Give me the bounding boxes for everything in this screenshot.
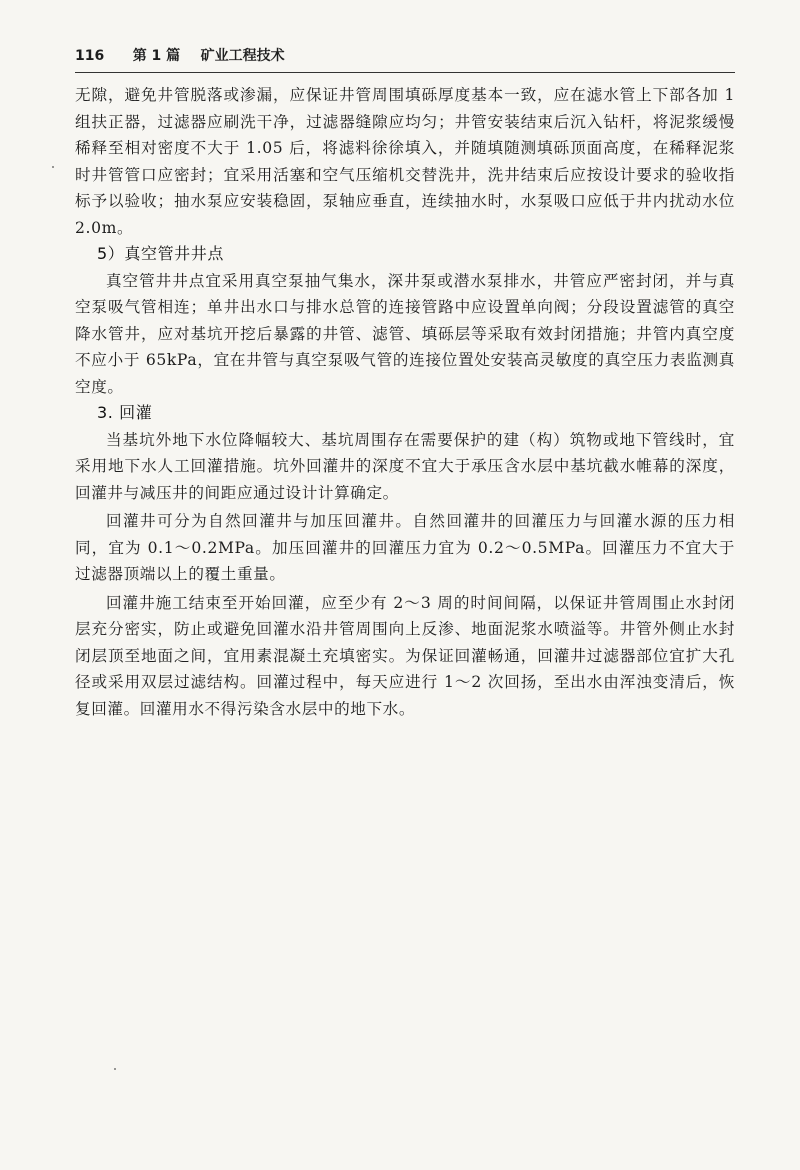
paragraph-recharge-procedure: 回灌井施工结束至开始回灌，应至少有 2～3 周的时间间隔，以保证井管周围止水封闭层充分密实，防止或避免回灌水沿井管周围向上反渗、地面泥浆水喷溢等。井管外侧止水封闭层顶至地面之间，宜用素混凝土充填密实。为保证回灌畅通，回灌井过滤器部位宜扩大孔径或采用双层过滤结构。回灌过程中，每天应进行 1～2 次回扬，至出水由浑浊变清后，恢复回灌。回灌用水不得污染含水层中的地下水。 xyxy=(75,593,735,718)
section-heading-recharge: 3. 回灌 xyxy=(97,403,153,422)
paragraph-recharge-intro: 当基坑外地下水位降幅较大、基坑周围存在需要保护的建（构）筑物或地下管线时，宜采用地下水人工回灌措施。坑外回灌井的深度不宜大于承压含水层中基坑截水帷幕的深度，回灌井与减压井的间距应通过设计计算确定。 xyxy=(75,430,735,502)
running-header xyxy=(75,46,735,73)
paragraph-continued: 无隙，避免井管脱落或渗漏，应保证井管周围填砾厚度基本一致，应在滤水管上下部各加 1 组扶正器，过滤器应刷洗干净，过滤器缝隙应均匀；井管安装结束后沉入钻杆，将泥浆缓慢稀释至相对密度不大于 1.05 后，将滤料徐徐填入，并随填随测填砾顶面高度，在稀释泥浆时井管管口应密封；宜采用活塞和空气压缩机交替洗井，洗井结束后应按设计要求的验收指标予以验收；抽水泵应安装稳固，泵轴应垂直，连续抽水时，水泵吸口应低于井内扰动水位 2.0m。 xyxy=(75,86,735,237)
scan-speck xyxy=(114,1068,116,1070)
paragraph-vacuum-tube-well: 真空管井井点宜采用真空泵抽气集水，深井泵或潜水泵排水，井管应严密封闭，并与真空泵吸气管相连；单井出水口与排水总管的连接管路中应设置单向阀；分段设置滤管的真空降水管井，应对基坑开挖后暴露的井管、滤管、填砾层等采取有效封闭措施；井管内真空度不应小于 65kPa，宜在井管与真空泵吸气管的连接位置处安装高灵敏度的真空压力表监测真空度。 xyxy=(75,271,735,396)
body-text xyxy=(75,82,735,722)
part-label: 第 1 篇 xyxy=(132,48,181,64)
page-number: 116 xyxy=(75,48,105,64)
subheading-vacuum-tube-well: 5）真空管井井点 xyxy=(97,244,224,263)
scan-speck xyxy=(52,166,54,168)
header-title: 矿业工程技术 xyxy=(200,48,285,64)
paragraph-recharge-types: 回灌井可分为自然回灌井与加压回灌井。自然回灌井的回灌压力与回灌水源的压力相同，宜为 0.1～0.2MPa。加压回灌井的回灌压力宜为 0.2～0.5MPa。回灌压力不宜大于过滤器顶端以上的覆土重量。 xyxy=(75,512,735,583)
